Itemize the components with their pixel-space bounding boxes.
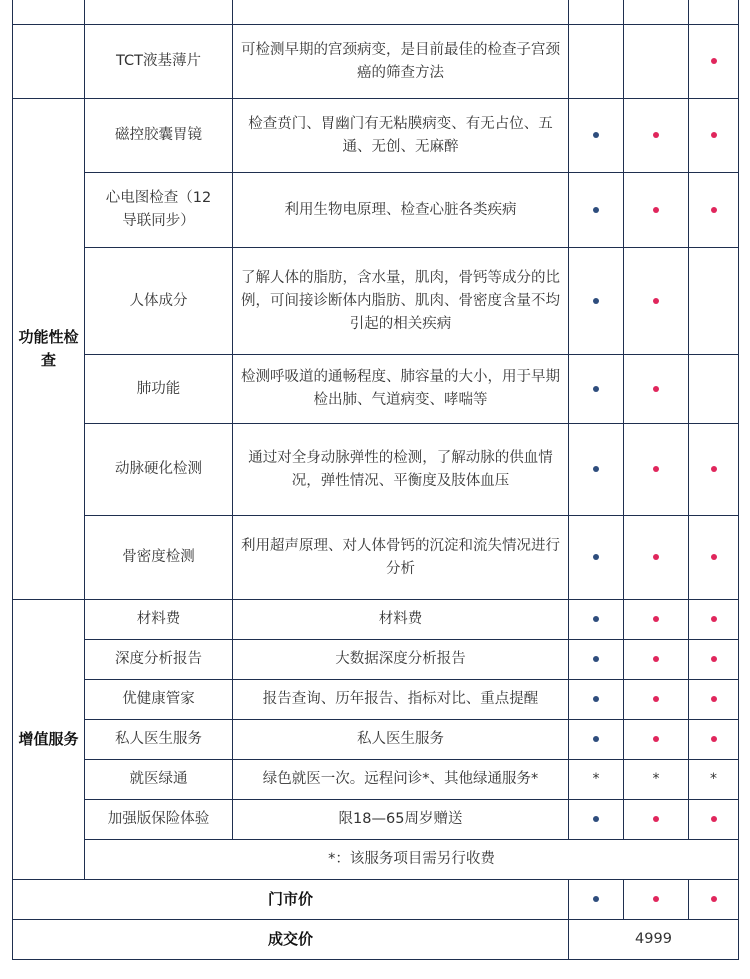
item-desc-cell: 报告查询、历年报告、指标对比、重点提醒 bbox=[233, 680, 569, 720]
package-mark-cell-2 bbox=[624, 800, 689, 840]
extra-charge-mark: * bbox=[592, 771, 600, 787]
item-name-cell bbox=[85, 0, 233, 25]
blue-dot-icon bbox=[593, 132, 599, 138]
package-mark-cell-3 bbox=[689, 760, 739, 800]
blue-dot-icon bbox=[593, 386, 599, 392]
extra-charge-note: *：该服务项目需另行收费 bbox=[85, 840, 739, 880]
table-row-partial bbox=[13, 0, 739, 25]
package-mark-cell-3 bbox=[689, 355, 739, 424]
table-row bbox=[13, 248, 739, 355]
package-mark-cell-1 bbox=[569, 720, 624, 760]
table-row bbox=[13, 173, 739, 248]
blue-dot-icon bbox=[593, 466, 599, 472]
item-name-cell: 材料费 bbox=[85, 600, 233, 640]
package-mark-cell-1 bbox=[569, 424, 624, 516]
package-mark-cell-2 bbox=[624, 424, 689, 516]
item-desc-cell: 绿色就医一次。远程问诊*、其他绿通服务* bbox=[233, 760, 569, 800]
package-mark-cell-3 bbox=[689, 173, 739, 248]
package-mark-cell-1 bbox=[569, 516, 624, 600]
item-name-cell: 人体成分 bbox=[85, 248, 233, 355]
package-mark-cell-2 bbox=[624, 248, 689, 355]
item-desc-cell bbox=[233, 0, 569, 25]
package-mark-cell-2 bbox=[624, 516, 689, 600]
package-mark-cell-2 bbox=[624, 355, 689, 424]
pink-dot-icon bbox=[653, 696, 659, 702]
package-mark-cell-1 bbox=[569, 640, 624, 680]
deal-price-value: 4999 bbox=[569, 920, 739, 960]
table-row bbox=[13, 800, 739, 840]
package-mark-cell-2 bbox=[624, 173, 689, 248]
package-mark-cell-2 bbox=[624, 760, 689, 800]
item-desc-cell: 可检测早期的宫颈病变，是目前最佳的检查子宫颈癌的筛查方法 bbox=[233, 25, 569, 99]
package-mark-cell-2 bbox=[624, 720, 689, 760]
blue-dot-icon bbox=[593, 816, 599, 822]
package-mark-cell-3 bbox=[689, 99, 739, 173]
pink-dot-icon bbox=[653, 207, 659, 213]
item-desc-cell: 私人医生服务 bbox=[233, 720, 569, 760]
package-comparison-table bbox=[12, 0, 739, 960]
table-row bbox=[13, 516, 739, 600]
item-desc-cell: 了解人体的脂肪，含水量，肌肉，骨钙等成分的比例，可间接诊断体内脂肪、肌肉、骨密度含量不均引起的相关疾病 bbox=[233, 248, 569, 355]
blue-dot-icon bbox=[593, 696, 599, 702]
pink-dot-icon bbox=[653, 616, 659, 622]
table-row-note bbox=[13, 840, 739, 880]
pink-dot-icon bbox=[711, 132, 717, 138]
extra-charge-mark: * bbox=[710, 771, 717, 787]
item-desc-cell: 利用超声原理、对人体骨钙的沉淀和流失情况进行分析 bbox=[233, 516, 569, 600]
item-name-cell: 骨密度检测 bbox=[85, 516, 233, 600]
package-mark-cell-1 bbox=[569, 760, 624, 800]
item-desc-cell: 利用生物电原理、检查心脏各类疾病 bbox=[233, 173, 569, 248]
package-mark-cell-3 bbox=[689, 248, 739, 355]
blue-dot-icon bbox=[593, 656, 599, 662]
pink-dot-icon bbox=[653, 132, 659, 138]
pink-dot-icon bbox=[653, 466, 659, 472]
table-row bbox=[13, 424, 739, 516]
pink-dot-icon bbox=[711, 466, 717, 472]
table-row bbox=[13, 25, 739, 99]
item-desc-cell: 材料费 bbox=[233, 600, 569, 640]
extra-charge-mark: * bbox=[652, 771, 660, 787]
package-mark-cell-1 bbox=[569, 800, 624, 840]
table-row bbox=[13, 640, 739, 680]
pink-dot-icon bbox=[653, 816, 659, 822]
package-mark-cell-1 bbox=[569, 173, 624, 248]
item-desc-cell: 通过对全身动脉弹性的检测，了解动脉的供血情况，弹性情况、平衡度及肢体血压 bbox=[233, 424, 569, 516]
package-mark-cell-2 bbox=[624, 640, 689, 680]
pink-dot-icon bbox=[711, 816, 717, 822]
item-name-cell: TCT液基薄片 bbox=[85, 25, 233, 99]
package-mark-cell-2 bbox=[624, 600, 689, 640]
item-name-cell: 心电图检查（12导联同步） bbox=[85, 173, 233, 248]
package-mark-cell-1 bbox=[569, 355, 624, 424]
blue-dot-icon bbox=[593, 896, 599, 902]
deal-price-label: 成交价 bbox=[13, 920, 569, 960]
package-mark-cell-3 bbox=[689, 800, 739, 840]
pink-dot-icon bbox=[653, 298, 659, 304]
package-mark-cell-2 bbox=[624, 25, 689, 99]
table-row bbox=[13, 720, 739, 760]
item-name-cell: 肺功能 bbox=[85, 355, 233, 424]
package-mark-cell-2 bbox=[624, 880, 689, 920]
blue-dot-icon bbox=[593, 616, 599, 622]
package-mark-cell-1 bbox=[569, 99, 624, 173]
pink-dot-icon bbox=[711, 207, 717, 213]
package-mark-cell-2 bbox=[624, 680, 689, 720]
package-mark-cell-1 bbox=[569, 25, 624, 99]
package-mark-cell-3 bbox=[689, 516, 739, 600]
package-mark-cell-1 bbox=[569, 248, 624, 355]
table-row bbox=[13, 760, 739, 800]
package-mark-cell-2 bbox=[624, 99, 689, 173]
item-name-cell: 私人医生服务 bbox=[85, 720, 233, 760]
blue-dot-icon bbox=[593, 554, 599, 560]
package-mark-cell-3 bbox=[689, 600, 739, 640]
table-row-deal-price bbox=[13, 920, 739, 960]
table-row-store-price bbox=[13, 880, 739, 920]
pink-dot-icon bbox=[711, 896, 717, 902]
table-row bbox=[13, 99, 739, 173]
pink-dot-icon bbox=[711, 696, 717, 702]
package-mark-cell-1 bbox=[569, 680, 624, 720]
pink-dot-icon bbox=[711, 58, 717, 64]
package-mark-cell-3 bbox=[689, 680, 739, 720]
blue-dot-icon bbox=[593, 736, 599, 742]
pink-dot-icon bbox=[711, 656, 717, 662]
pink-dot-icon bbox=[653, 656, 659, 662]
category-cell-partial bbox=[13, 0, 85, 25]
package-mark-cell-3 bbox=[689, 25, 739, 99]
blue-dot-icon bbox=[593, 298, 599, 304]
table-row bbox=[13, 680, 739, 720]
pink-dot-icon bbox=[653, 896, 659, 902]
package-mark-cell-3 bbox=[689, 720, 739, 760]
pink-dot-icon bbox=[653, 736, 659, 742]
pink-dot-icon bbox=[711, 554, 717, 560]
package-mark-cell-3 bbox=[689, 880, 739, 920]
item-desc-cell: 限18—65周岁赠送 bbox=[233, 800, 569, 840]
table-row bbox=[13, 355, 739, 424]
item-name-cell: 动脉硬化检测 bbox=[85, 424, 233, 516]
item-desc-cell: 大数据深度分析报告 bbox=[233, 640, 569, 680]
pink-dot-icon bbox=[711, 616, 717, 622]
item-name-cell: 深度分析报告 bbox=[85, 640, 233, 680]
item-desc-cell: 检查贲门、胃幽门有无粘膜病变、有无占位、五通、无创、无麻醉 bbox=[233, 99, 569, 173]
category-value-added: 增值服务 bbox=[13, 600, 85, 880]
package-mark-cell-3 bbox=[689, 424, 739, 516]
item-name-cell: 加强版保险体验 bbox=[85, 800, 233, 840]
category-cell-partial bbox=[13, 25, 85, 99]
item-name-cell: 磁控胶囊胃镜 bbox=[85, 99, 233, 173]
category-functional: 功能性检查 bbox=[13, 99, 85, 600]
item-name-cell: 优健康管家 bbox=[85, 680, 233, 720]
store-price-label: 门市价 bbox=[13, 880, 569, 920]
pink-dot-icon bbox=[711, 736, 717, 742]
package-mark-cell-1 bbox=[569, 600, 624, 640]
package-mark-cell-3 bbox=[689, 640, 739, 680]
item-name-cell: 就医绿通 bbox=[85, 760, 233, 800]
pink-dot-icon bbox=[653, 554, 659, 560]
table-row bbox=[13, 600, 739, 640]
package-mark-cell-1 bbox=[569, 880, 624, 920]
item-desc-cell: 检测呼吸道的通畅程度、肺容量的大小，用于早期检出肺、气道病变、哮喘等 bbox=[233, 355, 569, 424]
pink-dot-icon bbox=[653, 386, 659, 392]
blue-dot-icon bbox=[593, 207, 599, 213]
